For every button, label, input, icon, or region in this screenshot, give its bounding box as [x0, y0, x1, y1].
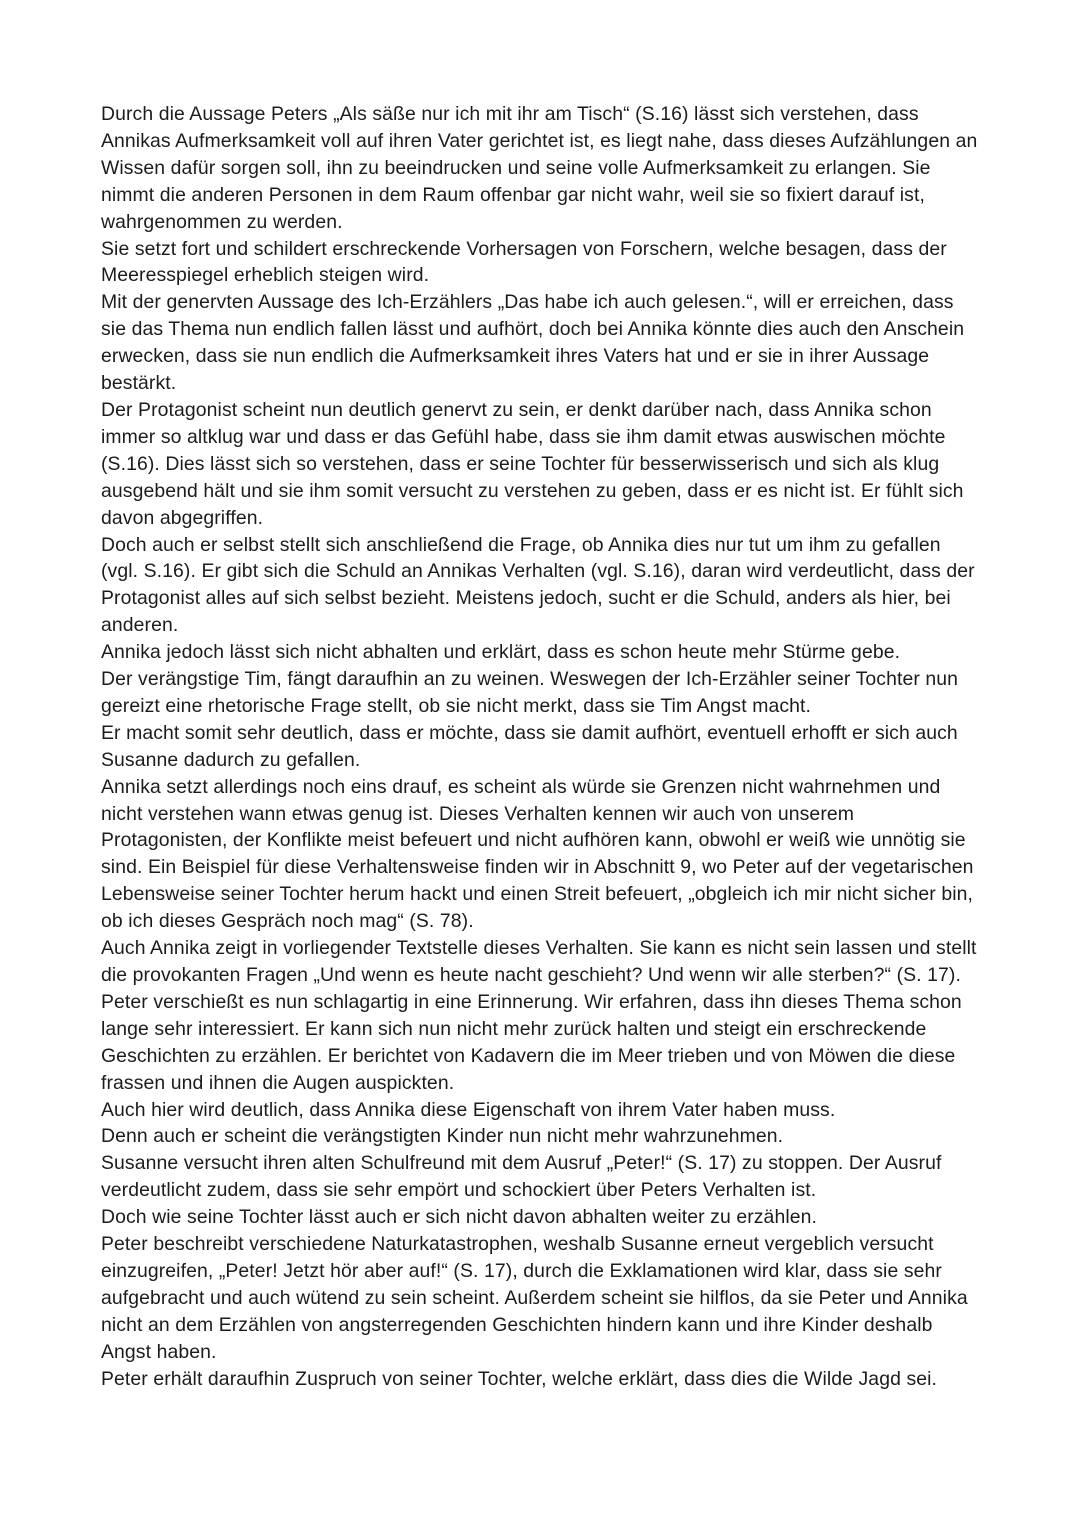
- paragraph: Mit der genervten Aussage des Ich-Erzählers „Das habe ich auch gelesen.“, will er erreichen, dass sie das Thema nun endlich fallen lässt und aufhört, doch bei Annika könnte dies auch den Anschein erwecken, dass sie nun endlich die Aufmerksamkeit ihres Vaters hat und er sie in ihrer Aussage bestärkt.: [101, 291, 965, 395]
- paragraph: Annika jedoch lässt sich nicht abhalten und erklärt, dass es schon heute mehr Stürme gebe.: [101, 641, 901, 664]
- paragraph: Durch die Aussage Peters „Als säße nur ich mit ihr am Tisch“ (S.16) lässt sich verstehen, dass Annikas Aufmerksamkeit voll auf ihren Vater gerichtet ist, es liegt nahe, dass dieses Aufzählungen an Wissen dafür sorgen soll, ihn zu beeindrucken und seine volle Aufmerksamkeit zu erlangen. Sie nimmt die anderen Personen in dem Raum offenbar gar nicht wahr, weil sie so fixiert darauf ist, wahrgenommen zu werden.: [101, 103, 978, 233]
- paragraph: Denn auch er scheint die verängstigten Kinder nun nicht mehr wahrzunehmen.: [101, 1125, 784, 1148]
- text-body: [101, 101, 983, 1393]
- paragraph: Doch wie seine Tochter lässt auch er sich nicht davon abhalten weiter zu erzählen.: [101, 1206, 817, 1229]
- paragraph: Peter beschreibt verschiedene Naturkatastrophen, weshalb Susanne erneut vergeblich versucht einzugreifen, „Peter! Jetzt hör aber auf!“ (S. 17), durch die Exklamationen wird klar, dass sie sehr aufgebracht und auch wütend zu sein scheint. Außerdem scheint sie hilflos, da sie Peter und Annika nicht an dem Erzählen von angsterregenden Geschichten hindern kann und ihre Kinder deshalb Angst haben.: [101, 1233, 968, 1363]
- paragraph: Annika setzt allerdings noch eins drauf, es scheint als würde sie Grenzen nicht wahrnehmen und nicht verstehen wann etwas genug ist. Dieses Verhalten kennen wir auch von unserem Protagonisten, der Konflikte meist befeuert und nicht aufhören kann, obwohl er weiß wie unnötig sie sind. Ein Beispiel für diese Verhaltensweise finden wir in Abschnitt 9, wo Peter auf der vegetarischen Lebensweise seiner Tochter herum hackt und einen Streit befeuert, „obgleich ich mir nicht sicher bin, ob ich dieses Gespräch noch mag“ (S. 78).: [101, 775, 974, 933]
- paragraph: Sie setzt fort und schildert erschreckende Vorhersagen von Forschern, welche besagen, dass der Meeresspiegel erheblich steigen wird.: [101, 237, 947, 287]
- paragraph: Auch Annika zeigt in vorliegender Textstelle dieses Verhalten. Sie kann es nicht sein lassen und stellt die provokanten Fragen „Und wenn es heute nacht geschieht? Und wenn wir alle sterben?“ (S. 17).: [101, 937, 977, 986]
- paragraph: Susanne versucht ihren alten Schulfreund mit dem Ausruf „Peter!“ (S. 17) zu stoppen. Der Ausruf verdeutlicht zudem, dass sie sehr empört und schockiert über Peters Verhalten ist.: [101, 1152, 942, 1202]
- paragraph: Peter erhält daraufhin Zuspruch von seiner Tochter, welche erklärt, dass dies die Wilde Jagd sei.: [101, 1367, 938, 1390]
- paragraph: Der Protagonist scheint nun deutlich genervt zu sein, er denkt darüber nach, dass Annika schon immer so altklug war und dass er das Gefühl habe, dass sie ihm damit etwas auswischen möchte (S.16). Dies lässt sich so verstehen, dass er seine Tochter für besserwisserisch und sich als klug ausgebend hält und sie ihm somit versucht zu verstehen zu geben, dass er es nicht ist. Er fühlt sich davon abgegriffen.: [101, 398, 964, 529]
- paragraph: Peter verschießt es nun schlagartig in eine Erinnerung. Wir erfahren, dass ihn dieses Thema schon lange sehr interessiert. Er kann sich nun nicht mehr zurück halten und steigt ein erschreckende Geschichten zu erzählen. Er berichtet von Kadavern die im Meer trieben und von Möwen die diese frassen und ihnen die Augen auspickten.: [101, 990, 962, 1094]
- paragraph: Er macht somit sehr deutlich, dass er möchte, dass sie damit aufhört, eventuell erhofft er sich auch Susanne dadurch zu gefallen.: [101, 721, 958, 771]
- paragraph: Auch hier wird deutlich, dass Annika diese Eigenschaft von ihrem Vater haben muss.: [101, 1098, 836, 1121]
- paragraph: Doch auch er selbst stellt sich anschließend die Frage, ob Annika dies nur tut um ihm zu gefallen (vgl. S.16). Er gibt sich die Schuld an Annikas Verhalten (vgl. S.16), daran wird verdeutlicht, dass der Protagonist alles auf sich selbst bezieht. Meistens jedoch, sucht er die Schuld, anders als hier, bei anderen.: [101, 533, 975, 637]
- paragraph: Der verängstige Tim, fängt daraufhin an zu weinen. Weswegen der Ich-Erzähler seiner Tochter nun gereizt eine rhetorische Frage stellt, ob sie nicht merkt, dass sie Tim Angst macht.: [101, 668, 959, 717]
